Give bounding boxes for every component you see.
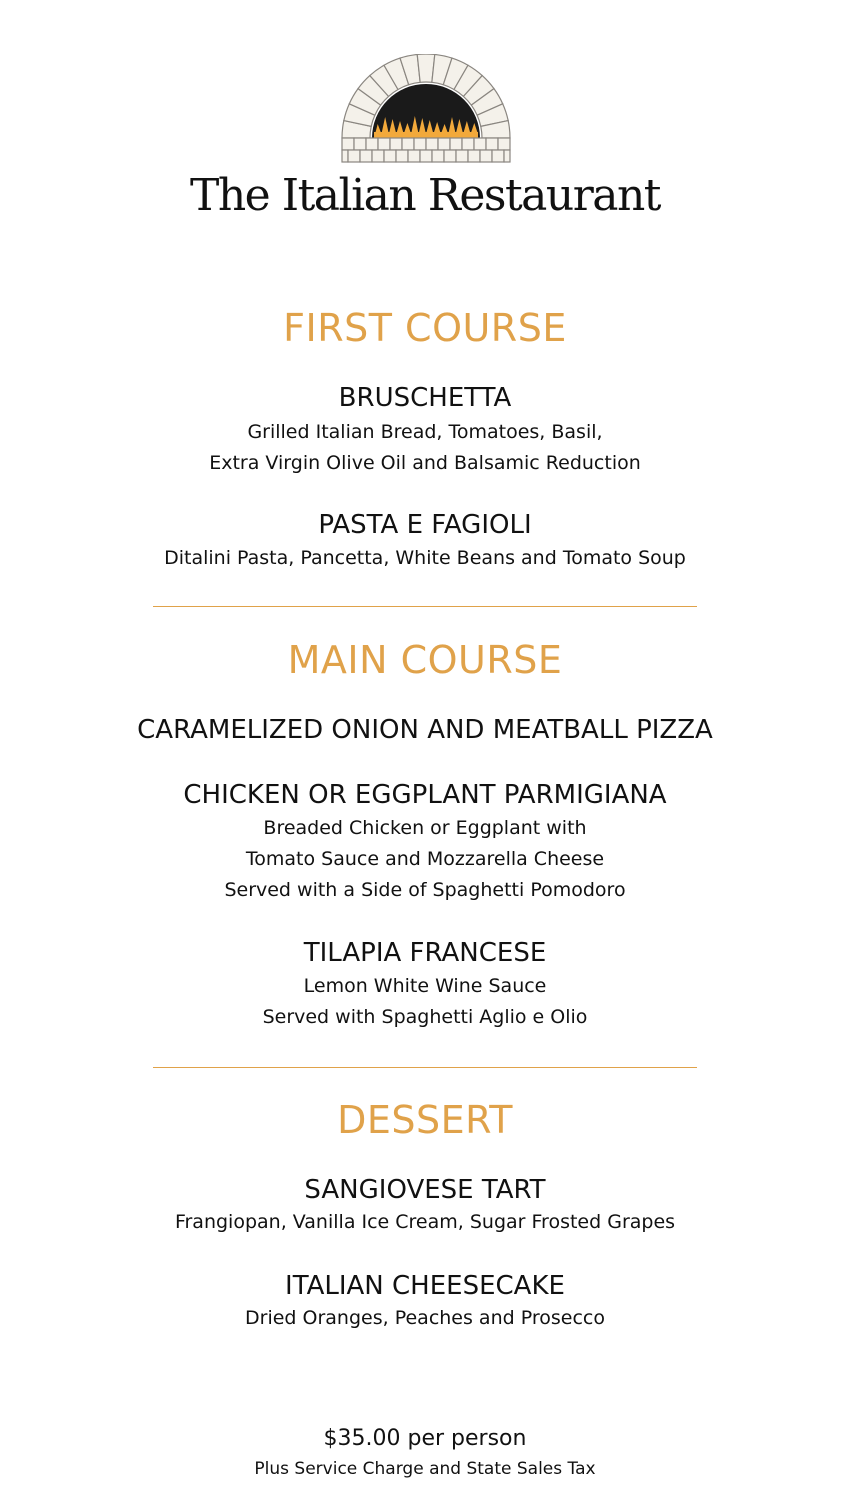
price-note: Plus Service Charge and State Sales Tax xyxy=(254,1459,596,1479)
dish-description-line: Frangiopan, Vanilla Ice Cream, Sugar Frosted Grapes xyxy=(174,1211,676,1233)
dish-description-line: Ditalini Pasta, Pancetta, White Beans and Tomato Soup xyxy=(164,547,686,569)
dish-name-parmigiana: CHICKEN OR EGGPLANT PARMIGIANA xyxy=(183,780,667,810)
dish-description-line: Dried Oranges, Peaches and Prosecco xyxy=(245,1307,605,1329)
dish-name-meatball-pizza: CARAMELIZED ONION AND MEATBALL PIZZA xyxy=(137,715,713,745)
dish-name-tilapia-francese: TILAPIA FRANCESE xyxy=(303,938,547,968)
brick-oven-fire-icon xyxy=(333,54,519,166)
section-divider xyxy=(153,1067,697,1068)
section-title-first-course: FIRST COURSE xyxy=(283,306,567,350)
dish-name-italian-cheesecake: ITALIAN CHEESECAKE xyxy=(285,1271,565,1301)
dish-description-line: Tomato Sauce and Mozzarella Cheese xyxy=(245,848,605,870)
dish-description-line: Served with a Side of Spaghetti Pomodoro xyxy=(224,879,626,901)
dish-description-line: Extra Virgin Olive Oil and Balsamic Reduction xyxy=(209,452,641,474)
restaurant-name: The Italian Restaurant xyxy=(190,170,660,221)
section-divider xyxy=(153,606,697,607)
dish-description-line: Served with Spaghetti Aglio e Olio xyxy=(262,1006,588,1028)
dish-name-sangiovese-tart: SANGIOVESE TART xyxy=(304,1175,546,1205)
dish-description-line: Grilled Italian Bread, Tomatoes, Basil, xyxy=(247,421,603,443)
dish-name-pasta-e-fagioli: PASTA E FAGIOLI xyxy=(318,510,532,540)
dish-description-line: Lemon White Wine Sauce xyxy=(303,975,547,997)
dish-name-bruschetta: BRUSCHETTA xyxy=(338,383,512,413)
dish-description-line: Breaded Chicken or Eggplant with xyxy=(263,817,587,839)
section-title-dessert: DESSERT xyxy=(337,1098,513,1142)
price-per-person: $35.00 per person xyxy=(323,1426,527,1451)
section-title-main-course: MAIN COURSE xyxy=(287,638,563,682)
